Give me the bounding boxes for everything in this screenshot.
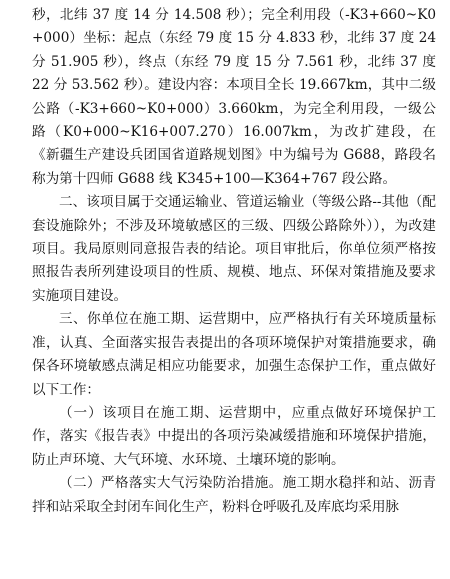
paragraph-project-coordinates: 秒，北纬 37 度 14 分 14.508 秒）；完全利用段（-K3+660~K0+000）坐标：起点（东经 79 度 15 分 4.833 秒，北纬 37 度 24 分 51.905 秒），终点（东经 79 度 15 分 7.561 秒，北纬 37 度 22 分 53.562 秒）。建设内容：本项目全长 19.667km，其中二级公路（-K3+660~K0+000）3.660km，为完全利用段，一级公路（K0+000~K16+007.270）16.007km，为改扩建段，在《新疆生产建设兵团国省道路规划图》中为编号为 G688，路段名称为第十四师 G688 线 K345+100—K364+767 段公路。 (32, 7, 436, 187)
paragraph-item-one-environmental-protection: （一）该项目在施工期、运营期中，应重点做好环境保护工作，落实《报告表》中提出的各项污染减缓措施和环境保护措施，防止声环境、大气环境、水环境、土壤环境的影响。 (32, 404, 436, 468)
paragraph-project-classification: 二、该项目属于交通运输业、管道运输业（等级公路--其他（配套设施除外；不涉及环境敏感区的三级、四级公路除外）），为改建项目。我局原则同意报告表的结论。项目审批后，你单位须严格按照报告表所列建设项目的性质、规模、地点、环保对策措施及要求实施项目建设。 (32, 194, 436, 304)
paragraph-construction-requirements: 三、你单位在施工期、运营期中，应严格执行有关环境质量标准，认真、全面落实报告表提出的各项环境保护对策措施要求，确保各环境敏感点满足相应功能要求，加强生态保护工作，重点做好以下工作： (32, 311, 436, 398)
paragraph-item-two-air-pollution: （二）严格落实大气污染防治措施。施工期水稳拌和站、沥青拌和站采取全封闭车间化生产，粉料仓呼吸孔及库底均采用脉 (32, 475, 436, 515)
